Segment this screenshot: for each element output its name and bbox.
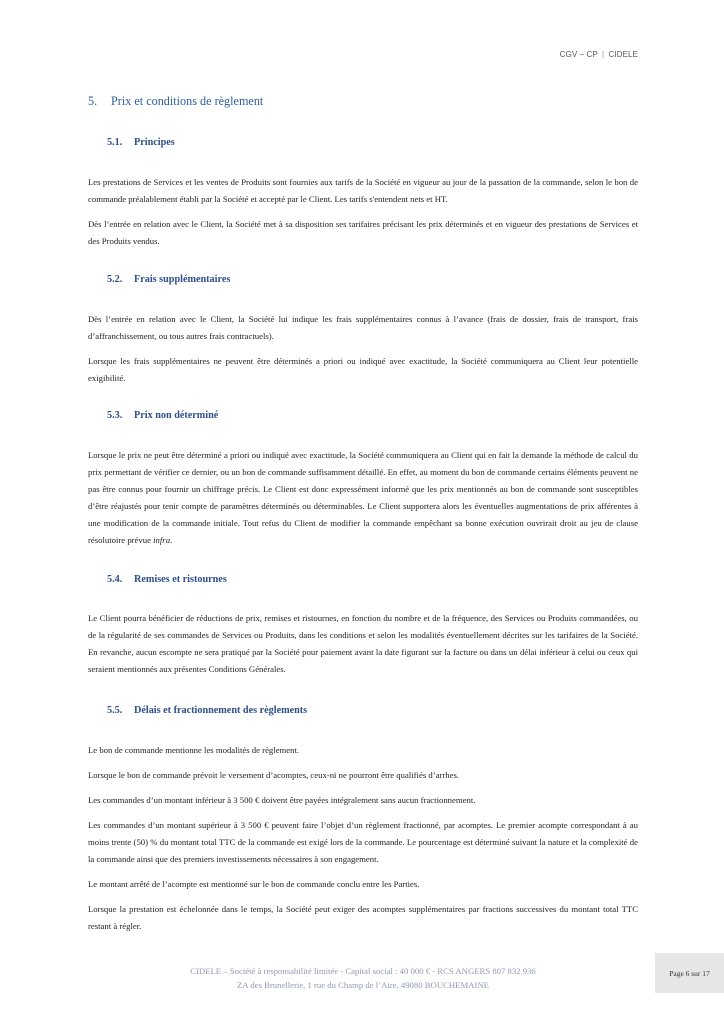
paragraph-text: Lorsque le prix ne peut être déterminé a priori ou indiqué avec exactitude, la Société communiquera au Client qui en fait la demande la méthode de calcul du prix permettant de vérifier ce dernier, ou un bon de commande suffisamment détaillé. En effet, au moment du bon de commande certains éléments peuvent ne pas être connus pour fournir un chiffrage précis. Le Client est donc expressément informé que les prix mentionnés au bon de commande sont susceptibles d’être réajustés pour tenir compte de paramètres déterminés ou déterminables. Le Client supportera alors les éventuelles augmentations de prix afférentes à une modification de la commande initiale. Tout refus du Client de modifier la commande empêchant sa bonne exécution ouvrirait droit au jeu de clause résolutoire prévue — [88, 450, 638, 545]
subsection-heading-5-1 — [107, 137, 175, 148]
paragraph: Les commandes d’un montant inférieur à 3 500 € doivent être payées intégralement sans aucun fractionnement. — [88, 795, 476, 805]
subsection-heading-5-4 — [107, 574, 227, 585]
page-footer — [88, 964, 638, 992]
paragraph: Les commandes d’un montant supérieur à 3 500 € peuvent faire l’objet d’un règlement fractionné, par acomptes. Le premier acompte correspondant à au moins trente (50) % du montant total TTC de la commande est exigé lors de la commande. Le pourcentage est déterminé suivant la nature et la complexité de la commande ainsi que des premiers investissements nécessaires à son engagement. — [88, 820, 638, 864]
paragraph: Les prestations de Services et les ventes de Produits sont fournies aux tarifs de la Société en vigueur au jour de la passation de la commande, selon le bon de commande préalablement établi par la Société et accepté par le Client. Les tarifs s'entendent nets et HT. — [88, 177, 638, 204]
subsection-title: Frais supplémentaires — [134, 274, 231, 285]
section-title-text: Prix et conditions de règlement — [111, 94, 264, 108]
subsection-number: 5.2. — [107, 274, 123, 285]
paragraph: Dès l’entrée en relation avec le Client, la Société lui indique les frais supplémentaires connus à l’avance (frais de dossier, frais de transport, frais d’affranchissement, ou tous autres frais contractuels). — [88, 314, 638, 341]
subsection-body-5-4 — [88, 610, 638, 686]
subsection-body-5-2 — [88, 311, 638, 395]
subsection-number: 5.1. — [107, 137, 123, 148]
header-doc-code: CGV – CP — [559, 50, 598, 59]
subsection-number: 5.4. — [107, 574, 123, 585]
subsection-body-5-5 — [88, 742, 638, 943]
running-header — [560, 50, 638, 59]
page-number-box — [655, 953, 724, 993]
header-company: CIDELE — [608, 50, 638, 59]
paragraph: Le Client pourra bénéficier de réductions de prix, remises et ristournes, en fonction du nombre et de la fréquence, des Services ou Produits commandées, ou de la régularité de ses commandes de Services ou Produits, dans les conditions et selon les modalités éventuellement décrites sur les tarifaires de la Société. En revanche, aucun escompte ne sera pratiqué par la Société pour paiement avant la date figurant sur la facture ou dans un délai inférieur à celui ou ceux qui seraient mentionnés aux présentes Conditions Générales. — [88, 613, 638, 674]
paragraph: Lorsque le bon de commande prévoit le versement d’acomptes, ceux-ni ne pourront être qualifiés d’arrhes. — [88, 770, 460, 780]
paragraph — [88, 447, 638, 549]
footer-address-line: ZA des Brunellerie, 1 rue du Champ de l’Aire, 49080 BOUCHEMAINE — [237, 980, 489, 990]
header-separator: | — [601, 50, 605, 59]
paragraph: Le montant arrêté de l’acompte est mentionné sur le bon de commande conclu entre les Parties. — [88, 879, 420, 889]
subsection-body-5-3 — [88, 447, 638, 557]
subsection-number: 5.5. — [107, 705, 123, 716]
section-title — [88, 94, 263, 109]
subsection-number: 5.3. — [107, 410, 123, 421]
subsection-title: Principes — [134, 137, 175, 148]
subsection-heading-5-5 — [107, 705, 307, 716]
subsection-heading-5-3 — [107, 410, 218, 421]
paragraph: Le bon de commande mentionne les modalités de règlement. — [88, 745, 300, 755]
subsection-title: Remises et ristournes — [134, 574, 227, 585]
subsection-title: Délais et fractionnement des règlements — [134, 705, 308, 716]
subsection-title: Prix non déterminé — [134, 410, 219, 421]
subsection-body-5-1 — [88, 174, 638, 258]
paragraph: Lorsque la prestation est échelonnée dans le temps, la Société peut exiger des acomptes supplémentaires par fractions successives du montant total TTC restant à régler. — [88, 904, 638, 931]
page-number: Page 6 sur 17 — [669, 968, 710, 978]
footer-company-line: CIDELE – Société à responsabilité limitée - Capital social : 40 000 € - RCS ANGERS 807 832 936 — [190, 966, 536, 976]
paragraph: Dès l’entrée en relation avec le Client, la Société met à sa disposition ses tarifaires précisant les prix déterminés et en vigueur des prestations de Services et des Produits vendus. — [88, 219, 638, 246]
section-number: 5. — [88, 94, 98, 108]
subsection-heading-5-2 — [107, 274, 230, 285]
paragraph: Lorsque les frais supplémentaires ne peuvent être déterminés a priori ou indiqué avec exactitude, la Société communiquera au Client leur potentielle exigibilité. — [88, 356, 638, 383]
infra-italic: infra — [153, 535, 171, 545]
paragraph-end: . — [170, 535, 173, 545]
